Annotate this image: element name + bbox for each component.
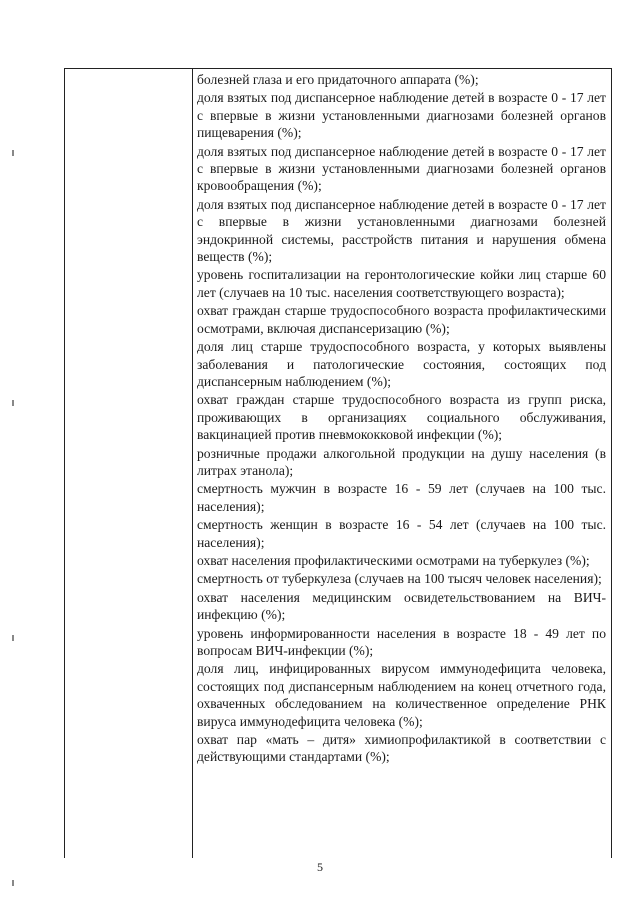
indicator-entry: смертность женщин в возрасте 16 - 54 лет (случаев на 100 тыс. населения); <box>197 517 606 550</box>
indicator-entry: болезней глаза и его придаточного аппарата (%); <box>197 72 479 87</box>
indicator-entry: доля лиц старше трудоспособного возраста, у которых выявлены заболевания и патологические состояния, состоящих под диспансерным наблюдением (%); <box>197 339 606 389</box>
page-number: 5 <box>317 860 323 874</box>
indicator-entry: охват населения профилактическими осмотрами на туберкулез (%); <box>197 552 590 568</box>
margin-mark <box>12 400 14 406</box>
indicator-entry: смертность от туберкулеза (случаев на 100 тысяч человек населения); <box>197 571 602 587</box>
indicator-entry: доля взятых под диспансерное наблюдение детей в возрасте 0 - 17 лет с впервые в жизни установленными диагнозами болезней эндокринной системы, расстройств питания и нарушения обмена веществ (%); <box>197 196 606 265</box>
indicator-entry: смертность мужчин в возрасте 16 - 59 лет (случаев на 100 тыс. населения); <box>197 481 606 514</box>
indicator-entry: охват населения медицинским освидетельствованием на ВИЧ-инфекцию (%); <box>197 589 606 623</box>
table-right-column <box>193 69 611 858</box>
indicator-entry: охват пар «мать – дитя» химиопрофилактикой в соответствии с действующими стандартами (%); <box>197 732 606 765</box>
indicator-entry: доля лиц, инфицированных вирусом иммунодефицита человека, состоящих под диспансерным наблюдением на конец отчетного года, охваченных обследованием на количественное определение РНК вируса иммунодефицита человека (%); <box>197 661 606 729</box>
indicator-entry: охват граждан старше трудоспособного возраста профилактическими осмотрами, включая диспансеризацию (%); <box>197 303 606 336</box>
margin-mark <box>12 880 14 886</box>
table-left-column <box>65 69 193 858</box>
indicator-table <box>64 68 612 858</box>
indicator-entry: розничные продажи алкогольной продукции на душу населения (в литрах этанола); <box>197 445 606 478</box>
indicator-entry: уровень информированности населения в возрасте 18 - 49 лет по вопросам ВИЧ-инфекции (%); <box>197 625 606 658</box>
indicator-entry: доля взятых под диспансерное наблюдение детей в возрасте 0 - 17 лет с впервые в жизни установленными диагнозами болезней органов пищеварения (%); <box>197 90 606 141</box>
margin-mark <box>12 150 14 156</box>
indicator-entry: доля взятых под диспансерное наблюдение детей в возрасте 0 - 17 лет с впервые в жизни установленными диагнозами болезней органов кровообращения (%); <box>197 143 606 194</box>
margin-mark <box>12 635 14 641</box>
indicator-entry: охват граждан старше трудоспособного возраста из групп риска, проживающих в организациях социального обслуживания, вакцинацией против пневмококковой инфекции (%); <box>197 392 606 443</box>
indicator-entry: уровень госпитализации на геронтологические койки лиц старше 60 лет (случаев на 10 тыс. населения соответствующего возраста); <box>197 267 606 300</box>
